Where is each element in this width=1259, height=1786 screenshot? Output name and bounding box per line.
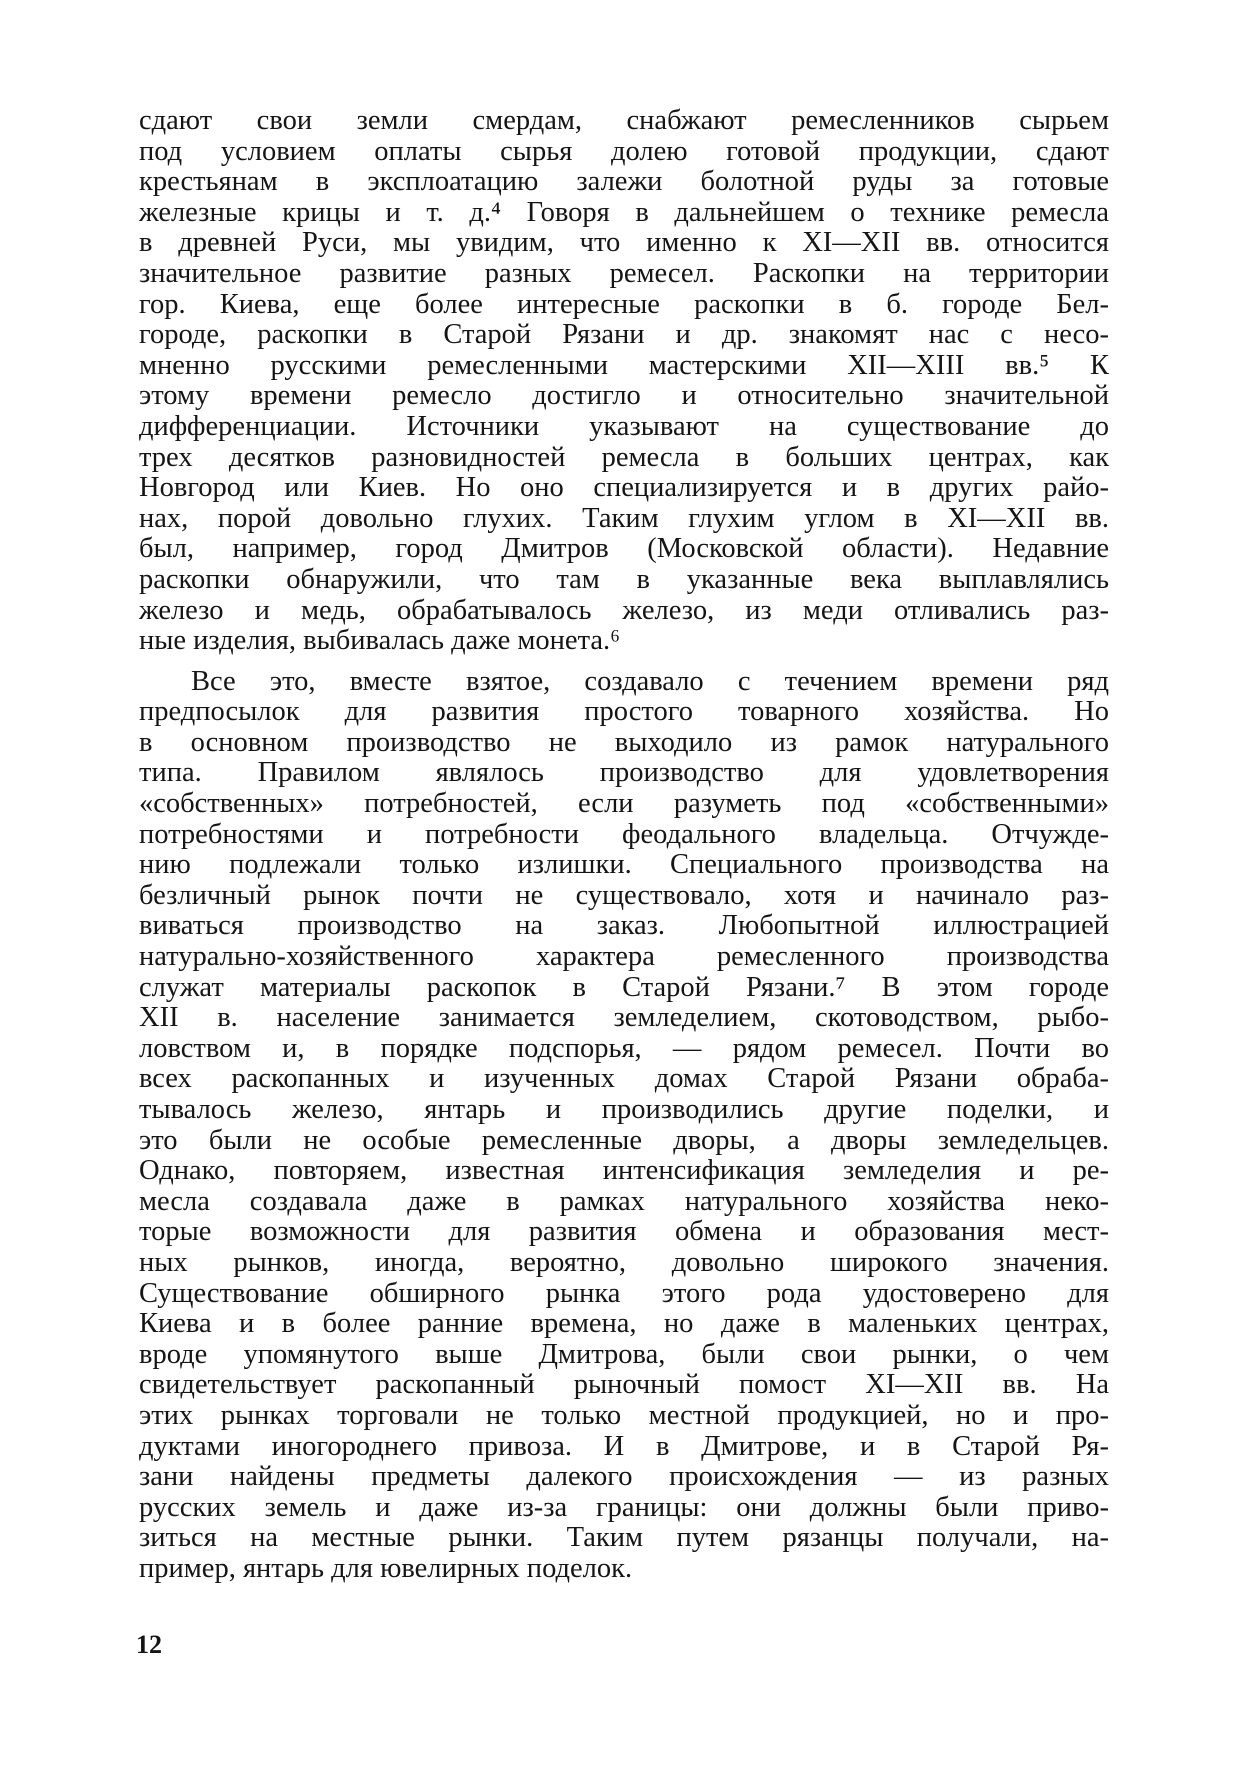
text-line: Киева и в более ранние времена, но даже в маленьких центрах, [139, 1308, 1109, 1340]
text-line: зани найдены предметы далекого происхождения — из разных [139, 1461, 1109, 1493]
text-line: трех десятков разновидностей ремесла в больших центрах, как [139, 441, 1109, 473]
text-line: сдают свои земли смердам, снабжают ремесленников сырьем [139, 105, 1109, 136]
body-text [139, 106, 1109, 1585]
text-line: Все это, вместе взятое, создавало с течением времени ряд [191, 665, 1109, 697]
text-line: мненно русскими ремесленными мастерскими XII—XIII вв.⁵ К [139, 349, 1109, 381]
text-line: этих рынках торговали не только местной продукцией, но и про- [139, 1399, 1109, 1431]
text-line: виваться производство на заказ. Любопытной иллюстрацией [139, 910, 1109, 942]
text-line: ных рынков, иногда, вероятно, довольно широкого значения. [139, 1246, 1109, 1278]
text-line: предпосылок для развития простого товарного хозяйства. Но [139, 696, 1109, 728]
text-line: железо и медь, обрабатывалось железо, из меди отливались раз- [139, 594, 1109, 626]
text-line: был, например, город Дмитров (Московской области). Недавние [139, 533, 1109, 565]
text-line: русских земель и даже из-за границы: они должны были приво- [139, 1491, 1109, 1523]
text-line: потребностями и потребности феодального владельца. Отчужде- [139, 818, 1109, 850]
page-number: 12 [136, 1630, 162, 1659]
text-line: натурально-хозяйственного характера ремесленного производства [139, 941, 1109, 973]
text-line: торые возможности для развития обмена и образования мест- [139, 1216, 1109, 1248]
text-line: раскопки обнаружили, что там в указанные века выплавлялись [139, 563, 1109, 595]
text-line: свидетельствует раскопанный рыночный помост XI—XII вв. На [139, 1369, 1109, 1401]
text-line: типа. Правилом являлось производство для удовлетворения [139, 757, 1109, 789]
text-line: XII в. население занимается земледелием, скотоводством, рыбо- [139, 1002, 1109, 1034]
text-line: железные крицы и т. д.⁴ Говоря в дальнейшем о технике ремесла [139, 196, 1109, 228]
text-line: зиться на местные рынки. Таким путем рязанцы получали, на- [139, 1522, 1109, 1554]
text-line: всех раскопанных и изученных домах Старой Рязани обраба- [139, 1063, 1109, 1095]
text-line: «собственных» потребностей, если разуметь под «собственными» [139, 788, 1109, 820]
text-line: значительное развитие разных ремесел. Раскопки на территории [139, 257, 1109, 289]
text-line: месла создавала даже в рамках натурального хозяйства неко- [139, 1185, 1109, 1217]
text-line: Однако, повторяем, известная интенсификация земледелия и ре- [139, 1155, 1109, 1187]
text-line: нию подлежали только излишки. Специального производства на [139, 849, 1109, 881]
text-line: тывалось железо, янтарь и производились другие поделки, и [139, 1094, 1109, 1125]
text-line: пример, янтарь для ювелирных поделок. [139, 1552, 633, 1584]
text-line: крестьянам в эксплоатацию залежи болотной руды за готовые [139, 166, 1109, 198]
text-line: вроде упомянутого выше Дмитрова, были свои рынки, о чем [139, 1338, 1109, 1370]
text-line: это были не особые ремесленные дворы, а дворы земледельцев. [139, 1124, 1109, 1156]
text-line: этому времени ремесло достигло и относительно значительной [139, 380, 1109, 412]
text-line: Существование обширного рынка этого рода удостоверено для [139, 1277, 1109, 1309]
text-line: городе, раскопки в Старой Рязани и др. знакомят нас с несо- [139, 319, 1109, 351]
text-line: под условием оплаты сырья долею готовой продукции, сдают [139, 135, 1109, 167]
text-line: дифференциации. Источники указывают на существование до [139, 410, 1109, 442]
text-line: дуктами иногороднего привоза. И в Дмитрове, и в Старой Ря- [139, 1430, 1109, 1462]
text-line: в древней Руси, мы увидим, что именно к XI—XII вв. относится [139, 227, 1109, 259]
paragraph-2 [139, 667, 1109, 1585]
text-line: безличный рынок почти не существовало, хотя и начинало раз- [139, 879, 1109, 911]
text-line: Новгород или Киев. Но оно специализируется и в других райо- [139, 472, 1109, 504]
text-line: ные изделия, выбивалась даже монета.⁶ [139, 625, 621, 657]
paragraph-1 [139, 106, 1109, 657]
text-line: в основном производство не выходило из рамок натурального [139, 726, 1109, 758]
text-line: гор. Киева, еще более интересные раскопки в б. городе Бел- [139, 288, 1109, 320]
text-line: нах, порой довольно глухих. Таким глухим углом в XI—XII вв. [139, 502, 1109, 534]
text-line: ловством и, в порядке подспорья, — рядом ремесел. Почти во [139, 1032, 1109, 1064]
text-line: служат материалы раскопок в Старой Рязани.⁷ В этом городе [139, 971, 1109, 1003]
